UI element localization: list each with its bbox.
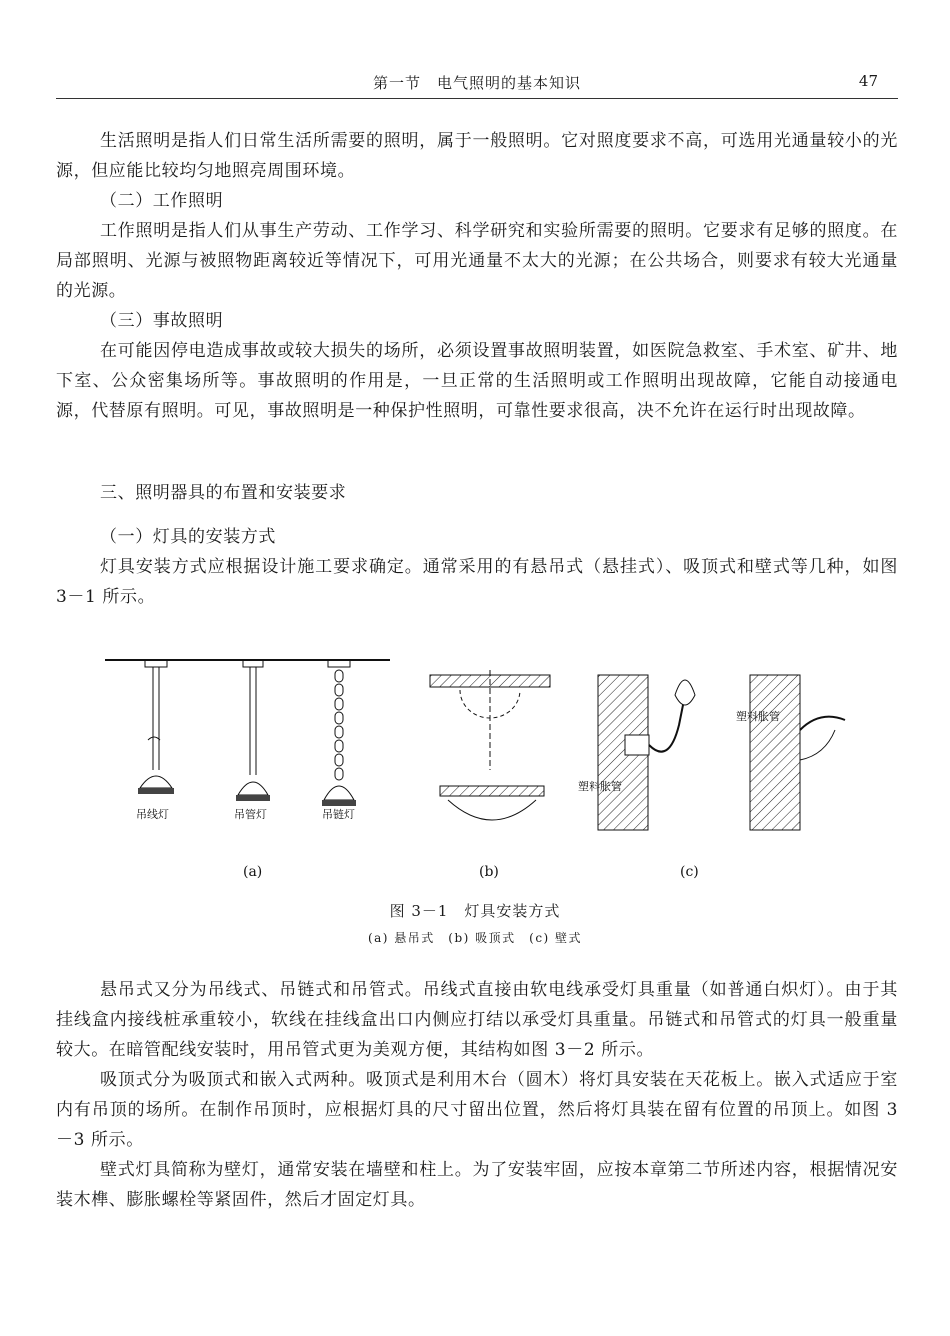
paragraph: 灯具安装方式应根据设计施工要求确定。通常采用的有悬吊式（悬挂式）、吸顶式和壁式等几种，如图 3－1 所示。	[56, 557, 898, 607]
paragraph: 在可能因停电造成事故或较大损失的场所，必须设置事故照明装置，如医院急救室、手术室、矿井、地下室、公众密集场所等。事故照明的作用是，一旦正常的生活照明或工作照明出现故障，它能自动接通电源，代替原有照明。可见，事故照明是一种保护性照明，可靠性要求很高，决不允许在运行时出现故障。	[56, 341, 898, 421]
lamp-installation-illustration	[100, 650, 860, 890]
section-heading: 三、照明器具的布置和安装要求	[100, 483, 347, 503]
paragraph: 生活照明是指人们日常生活所需要的照明，属于一般照明。它对照度要求不高，可选用光通量较小的光源，但应能比较均匀地照亮周围环境。	[56, 131, 898, 181]
label-plastic-tube-1: 塑料胀管	[578, 780, 622, 793]
subfigure-a-label: (a)	[243, 864, 263, 880]
subheading: （三）事故照明	[100, 311, 224, 331]
paragraph: 壁式灯具简称为壁灯，通常安装在墙壁和柱上。为了安装牢固，应按本章第二节所述内容，根据情况安装木榫、膨胀螺栓等紧固件，然后才固定灯具。	[56, 1160, 898, 1210]
section-lighting-types	[56, 126, 898, 426]
paragraph: 工作照明是指人们从事生产劳动、工作学习、科学研究和实验所需要的照明。它要求有足够的照度。在局部照明、光源与被照物距离较近等情况下，可用光通量不太大的光源；在公共场合，则要求有较大光通量的光源。	[56, 221, 898, 301]
page-header	[56, 70, 898, 99]
ceiling-lamps-drawing	[430, 670, 550, 820]
wall-lamps-drawing	[598, 675, 845, 830]
subfigure-b-label: (b)	[479, 864, 499, 880]
section-heading-block	[56, 478, 898, 508]
figure-caption: 图 3－1 灯具安装方式	[389, 902, 561, 920]
label-plastic-tube-2: 塑料胀管	[736, 710, 780, 723]
running-title: 第一节 电气照明的基本知识	[372, 74, 581, 92]
figure-subcaption: (a) 悬吊式 (b) 吸顶式 (c) 壁式	[367, 931, 583, 945]
label-wire-lamp: 吊线灯	[136, 808, 169, 821]
subheading: （一）灯具的安装方式	[100, 527, 276, 547]
label-pipe-lamp: 吊管灯	[234, 808, 267, 821]
subfigure-c-label: (c)	[680, 864, 699, 880]
section-installation	[56, 522, 898, 612]
paragraph: 悬吊式又分为吊线式、吊链式和吊管式。吊线式直接由软电线承受灯具重量（如普通白炽灯）。由于其挂线盒内接线桩承重较小，软线在挂线盒出口内侧应打结以承受灯具重量。吊链式和吊管式的灯具一般重量较大。在暗管配线安装时，用吊管式更为美观方便，其结构如图 3－2 所示。	[56, 980, 898, 1060]
suspended-lamps-drawing	[105, 660, 390, 806]
paragraph: 吸顶式分为吸顶式和嵌入式两种。吸顶式是利用木台（圆木）将灯具安装在天花板上。嵌入式适应于室内有吊顶的场所。在制作吊顶时，应根据灯具的尺寸留出位置，然后将灯具装在留有位置的吊顶上。如图 3－3 所示。	[56, 1070, 898, 1150]
label-chain-lamp: 吊链灯	[322, 808, 355, 821]
page-number: 47	[858, 72, 878, 90]
section-suspension-details	[56, 975, 898, 1215]
subheading: （二）工作照明	[100, 191, 224, 211]
figure-3-1	[100, 650, 860, 890]
